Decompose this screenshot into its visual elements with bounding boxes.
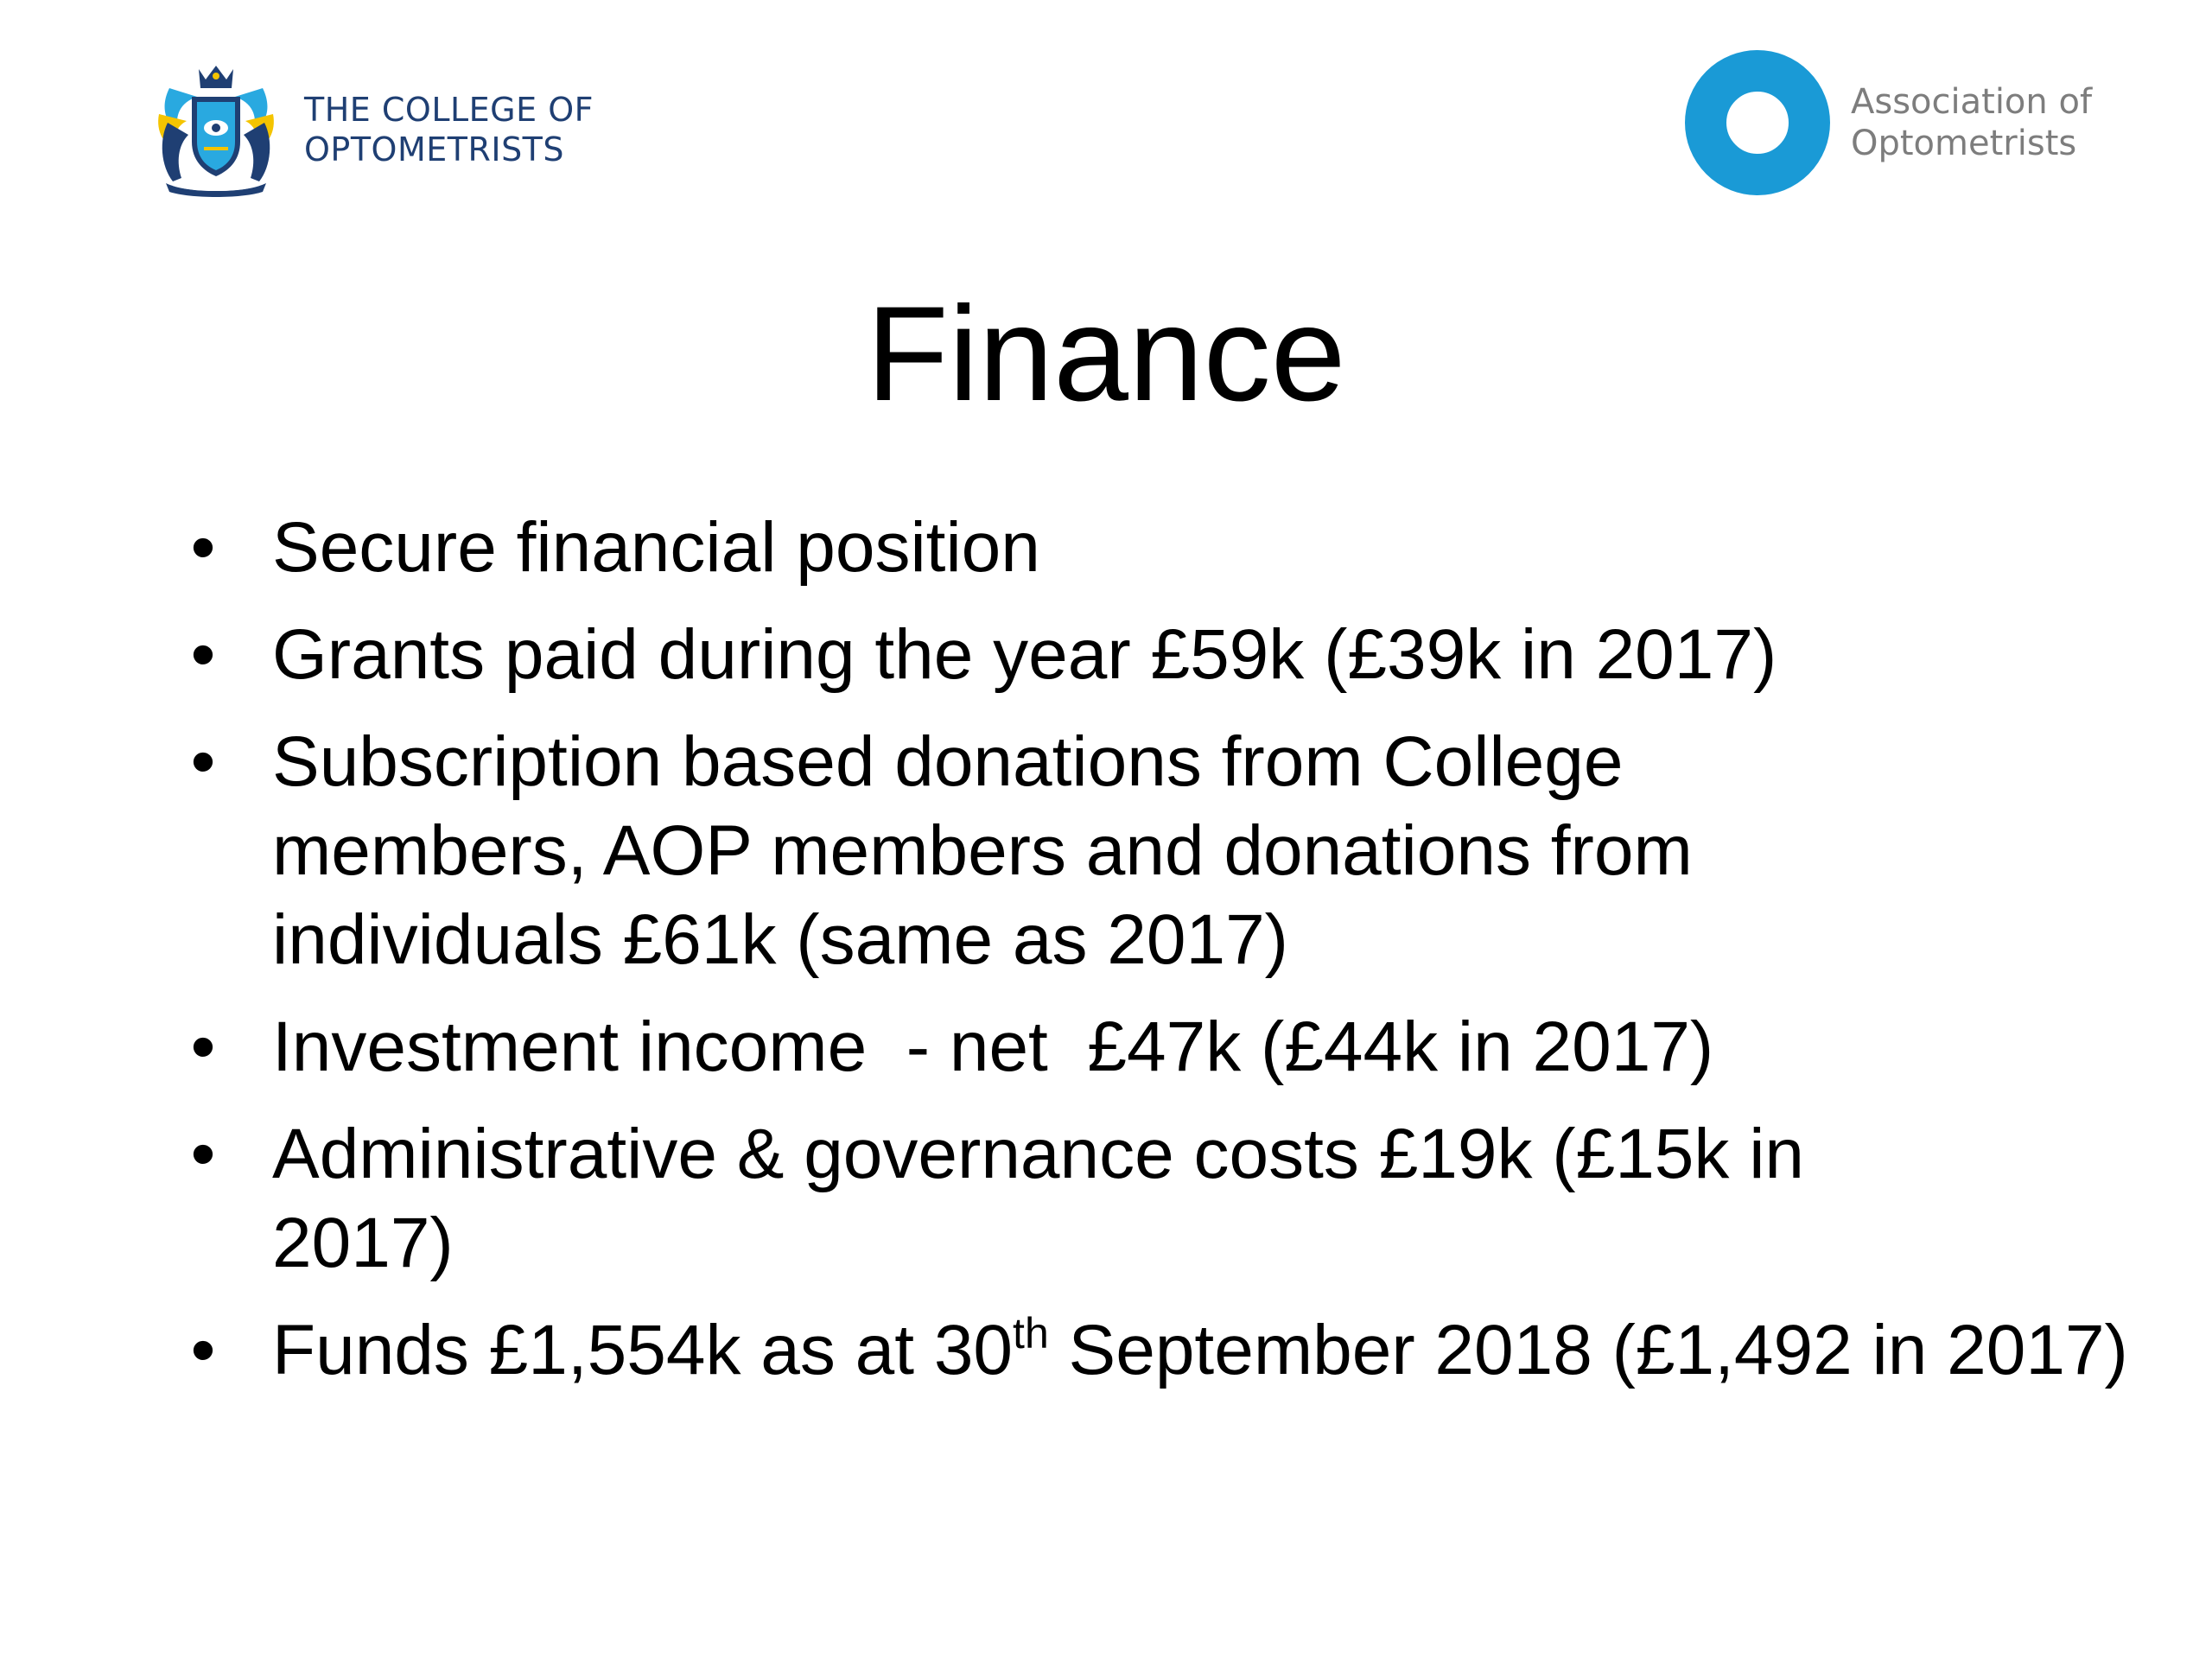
college-logo-line1: THE COLLEGE OF <box>304 91 594 129</box>
bullet-marker: • <box>190 615 216 694</box>
bullet-list <box>186 503 2128 1413</box>
bullet-marker: • <box>190 1311 216 1389</box>
college-logo-text <box>304 90 594 169</box>
bullet-text-part: September 2018 (£1,492 in 2017) <box>1048 1311 2128 1389</box>
aop-ring-icon <box>1685 50 1830 195</box>
bullet-item <box>186 1002 1983 1091</box>
bullet-text-part: Funds £1,554k as at 30 <box>272 1311 1014 1389</box>
bullet-item <box>186 717 1931 984</box>
association-of-optometrists-logo <box>1685 50 2092 195</box>
slide-title: Finance <box>866 279 1346 429</box>
college-of-optometrists-logo <box>152 60 594 199</box>
aop-logo-line1: Association of <box>1851 82 2093 122</box>
college-crest-icon <box>152 62 280 197</box>
bullet-text: Secure financial position <box>272 508 1040 587</box>
bullet-marker: • <box>190 1115 216 1193</box>
bullet-marker: • <box>190 508 216 587</box>
bullet-marker: • <box>190 1007 216 1086</box>
bullet-item <box>186 1109 1983 1287</box>
bullet-text: Grants paid during the year £59k (£39k in 2017) <box>272 615 1777 694</box>
ordinal-superscript: th <box>1013 1309 1049 1357</box>
bullet-item <box>186 610 1914 699</box>
bullet-text: Investment income - net £47k (£44k in 2017) <box>272 1007 1714 1086</box>
bullet-text: Administrative & governance costs £19k (£15k in 2017) <box>272 1115 1805 1282</box>
aop-logo-text <box>1851 81 2092 164</box>
bullet-item <box>186 503 1914 592</box>
bullet-item <box>186 1306 2130 1395</box>
college-logo-line2: OPTOMETRISTS <box>304 130 565 168</box>
bullet-marker: • <box>190 722 216 801</box>
bullet-text: Subscription based donations from College members, AOP members and donations from individuals £61k (same as 2017) <box>272 722 1693 979</box>
aop-logo-line2: Optometrists <box>1851 124 2077 163</box>
bullet-text <box>272 1311 2128 1389</box>
